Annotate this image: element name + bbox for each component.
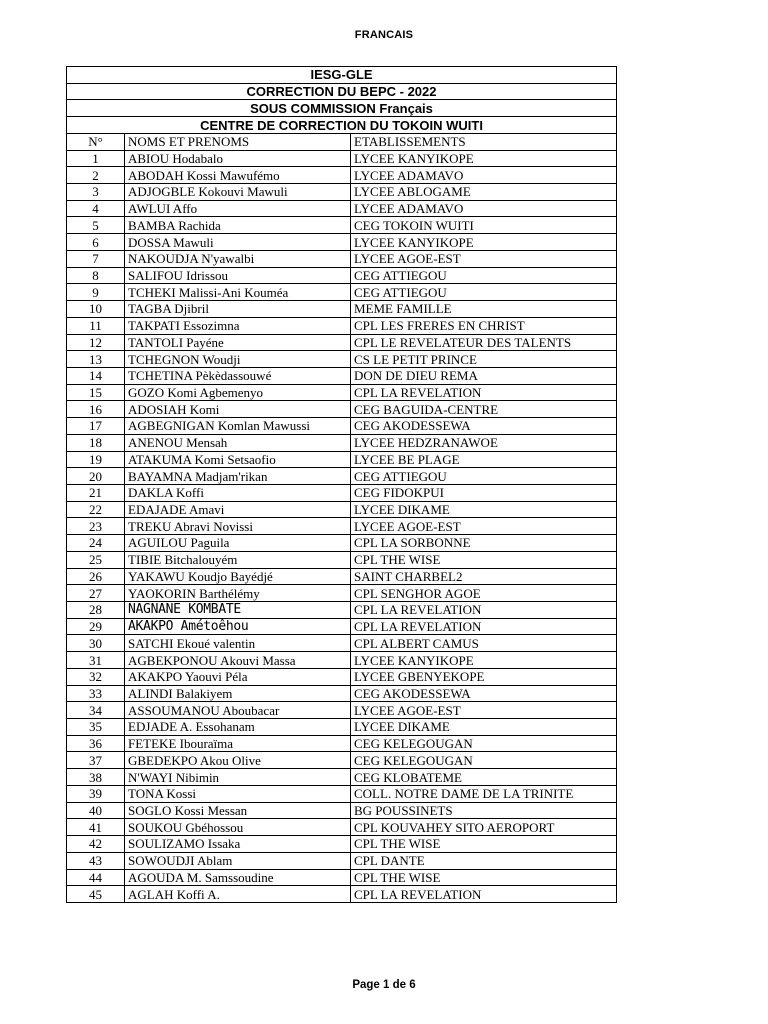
row-school: LYCEE BE PLAGE [351, 451, 617, 468]
row-name: ADOSIAH Komi [125, 401, 351, 418]
table-row [67, 836, 617, 853]
table-row [67, 635, 617, 652]
row-number: 11 [67, 317, 125, 334]
row-school: LYCEE ADAMAVO [351, 200, 617, 217]
row-number: 16 [67, 401, 125, 418]
row-name: TCHEGNON Woudji [125, 351, 351, 368]
table-row [67, 317, 617, 334]
row-number: 33 [67, 685, 125, 702]
table-row [67, 468, 617, 485]
row-name: AGBEKPONOU Akouvi Massa [125, 652, 351, 669]
row-school: CEG ATTIEGOU [351, 267, 617, 284]
row-school: CEG FIDOKPUI [351, 484, 617, 501]
row-name: FETEKE Ibouraïma [125, 735, 351, 752]
row-school: CPL LA REVELATION [351, 602, 617, 619]
row-school: LYCEE DIKAME [351, 719, 617, 736]
header-row-commission [67, 100, 617, 117]
row-name: NAGNANE KOMBATE [125, 602, 351, 619]
row-name: NAKOUDJA N'yawalbi [125, 250, 351, 267]
row-school: LYCEE KANYIKOPE [351, 234, 617, 251]
table-row [67, 535, 617, 552]
row-number: 20 [67, 468, 125, 485]
row-name: TAKPATI Essozimna [125, 317, 351, 334]
row-name: EDAJADE Amavi [125, 501, 351, 518]
row-number: 39 [67, 785, 125, 802]
row-school: LYCEE KANYIKOPE [351, 652, 617, 669]
table-row [67, 819, 617, 836]
table-row [67, 200, 617, 217]
row-name: DOSSA Mawuli [125, 234, 351, 251]
table-row [67, 618, 617, 635]
row-school: BG POUSSINETS [351, 802, 617, 819]
row-school: CPL THE WISE [351, 869, 617, 886]
row-number: 17 [67, 418, 125, 435]
table-row [67, 384, 617, 401]
centre-title: CENTRE DE CORRECTION DU TOKOIN WUITI [67, 117, 617, 134]
row-number: 38 [67, 769, 125, 786]
row-number: 13 [67, 351, 125, 368]
row-number: 12 [67, 334, 125, 351]
table-row [67, 418, 617, 435]
row-number: 45 [67, 886, 125, 903]
table-body [67, 67, 617, 903]
row-school: CEG ATTIEGOU [351, 468, 617, 485]
row-school: LYCEE AGOE-EST [351, 518, 617, 535]
row-name: ADJOGBLE Kokouvi Mawuli [125, 184, 351, 201]
row-school: CPL DANTE [351, 852, 617, 869]
row-number: 21 [67, 484, 125, 501]
row-school: SAINT CHARBEL2 [351, 568, 617, 585]
row-number: 44 [67, 869, 125, 886]
row-number: 42 [67, 836, 125, 853]
row-number: 41 [67, 819, 125, 836]
table-row [67, 568, 617, 585]
table-row [67, 802, 617, 819]
row-number: 25 [67, 551, 125, 568]
row-name: YAOKORIN Barthélémy [125, 585, 351, 602]
row-number: 27 [67, 585, 125, 602]
row-school: CEG KELEGOUGAN [351, 752, 617, 769]
table-row [67, 167, 617, 184]
row-number: 36 [67, 735, 125, 752]
row-name: TREKU Abravi Novissi [125, 518, 351, 535]
table-row [67, 451, 617, 468]
row-number: 15 [67, 384, 125, 401]
commission-title: SOUS COMMISSION Français [67, 100, 617, 117]
row-number: 23 [67, 518, 125, 535]
row-school: CPL THE WISE [351, 551, 617, 568]
row-number: 9 [67, 284, 125, 301]
row-school: CPL LES FRERES EN CHRIST [351, 317, 617, 334]
institution-title: IESG-GLE [67, 67, 617, 84]
row-number: 37 [67, 752, 125, 769]
row-number: 6 [67, 234, 125, 251]
row-school: CPL LA REVELATION [351, 618, 617, 635]
table-row [67, 150, 617, 167]
row-school: CEG AKODESSEWA [351, 685, 617, 702]
row-name: N'WAYI Nibimin [125, 769, 351, 786]
row-number: 1 [67, 150, 125, 167]
header-row-exam [67, 83, 617, 100]
table-row [67, 668, 617, 685]
row-school: LYCEE AGOE-EST [351, 250, 617, 267]
row-name: ALINDI Balakiyem [125, 685, 351, 702]
row-name: SOGLO Kossi Messan [125, 802, 351, 819]
row-number: 28 [67, 602, 125, 619]
table-row [67, 886, 617, 903]
row-school: CS LE PETIT PRINCE [351, 351, 617, 368]
column-header-name: NOMS ET PRENOMS [125, 133, 351, 150]
correction-table [66, 66, 617, 903]
sheet-label: FRANCAIS [354, 29, 414, 41]
row-number: 14 [67, 367, 125, 384]
table-row [67, 217, 617, 234]
header-row-institution [67, 67, 617, 84]
table-row [67, 585, 617, 602]
table-row [67, 184, 617, 201]
row-name: ASSOUMANOU Aboubacar [125, 702, 351, 719]
row-number: 3 [67, 184, 125, 201]
table-row [67, 852, 617, 869]
row-number: 5 [67, 217, 125, 234]
table-row [67, 551, 617, 568]
row-name: TANTOLI Payéne [125, 334, 351, 351]
row-name: TCHEKI Malissi-Ani Kouméa [125, 284, 351, 301]
row-name: EDJADE A. Essohanam [125, 719, 351, 736]
row-name: BAMBA Rachida [125, 217, 351, 234]
table-row [67, 719, 617, 736]
row-school: CEG AKODESSEWA [351, 418, 617, 435]
table-row [67, 284, 617, 301]
row-school: COLL. NOTRE DAME DE LA TRINITE [351, 785, 617, 802]
row-number: 31 [67, 652, 125, 669]
row-name: GBEDEKPO Akou Olive [125, 752, 351, 769]
table-row [67, 250, 617, 267]
row-name: TONA Kossi [125, 785, 351, 802]
table-row [67, 769, 617, 786]
row-school: CEG ATTIEGOU [351, 284, 617, 301]
row-number: 7 [67, 250, 125, 267]
row-school: LYCEE ABLOGAME [351, 184, 617, 201]
table-row [67, 518, 617, 535]
row-name: SOULIZAMO Issaka [125, 836, 351, 853]
row-name: ABIOU Hodabalo [125, 150, 351, 167]
row-name: ABODAH Kossi Mawufémo [125, 167, 351, 184]
column-header-school: ETABLISSEMENTS [351, 133, 617, 150]
row-name: YAKAWU Koudjo Bayédjé [125, 568, 351, 585]
row-number: 22 [67, 501, 125, 518]
column-header-row [67, 133, 617, 150]
row-school: CPL LA REVELATION [351, 384, 617, 401]
row-school: CPL SENGHOR AGOE [351, 585, 617, 602]
row-name: SALIFOU Idrissou [125, 267, 351, 284]
row-name: TCHETINA Pèkèdassouwé [125, 367, 351, 384]
table-row [67, 367, 617, 384]
row-number: 26 [67, 568, 125, 585]
row-name: AGBEGNIGAN Komlan Mawussi [125, 418, 351, 435]
row-school: LYCEE AGOE-EST [351, 702, 617, 719]
row-school: LYCEE DIKAME [351, 501, 617, 518]
table-row [67, 334, 617, 351]
table-row [67, 869, 617, 886]
row-name: ATAKUMA Komi Setsaofio [125, 451, 351, 468]
table-row [67, 234, 617, 251]
row-name: SOUKOU Gbéhossou [125, 819, 351, 836]
row-school: MEME FAMILLE [351, 301, 617, 318]
row-number: 2 [67, 167, 125, 184]
table-row [67, 602, 617, 619]
row-school: CPL LA REVELATION [351, 886, 617, 903]
row-number: 18 [67, 434, 125, 451]
row-school: LYCEE ADAMAVO [351, 167, 617, 184]
row-school: LYCEE HEDZRANAWOE [351, 434, 617, 451]
table-row [67, 484, 617, 501]
row-name: SOWOUDJI Ablam [125, 852, 351, 869]
row-name: BAYAMNA Madjam'rikan [125, 468, 351, 485]
row-school: DON DE DIEU REMA [351, 367, 617, 384]
row-number: 43 [67, 852, 125, 869]
row-name: AKAKPO Amétoêhou [125, 618, 351, 635]
table-row [67, 301, 617, 318]
table-row [67, 735, 617, 752]
row-number: 10 [67, 301, 125, 318]
row-name: AWLUI Affo [125, 200, 351, 217]
header-row-centre [67, 117, 617, 134]
table-row [67, 501, 617, 518]
page-number: Page 1 de 6 [352, 979, 416, 991]
row-school: CPL KOUVAHEY SITO AEROPORT [351, 819, 617, 836]
row-school: LYCEE KANYIKOPE [351, 150, 617, 167]
row-number: 30 [67, 635, 125, 652]
table-row [67, 267, 617, 284]
table-row [67, 785, 617, 802]
row-school: CPL LA SORBONNE [351, 535, 617, 552]
table-row [67, 702, 617, 719]
row-name: TAGBA Djibril [125, 301, 351, 318]
row-school: CEG KELEGOUGAN [351, 735, 617, 752]
row-school: LYCEE GBENYEKOPE [351, 668, 617, 685]
row-number: 4 [67, 200, 125, 217]
row-name: AGOUDA M. Samssoudine [125, 869, 351, 886]
table-row [67, 351, 617, 368]
row-number: 8 [67, 267, 125, 284]
row-name: AKAKPO Yaouvi Péla [125, 668, 351, 685]
row-school: CEG BAGUIDA-CENTRE [351, 401, 617, 418]
row-name: GOZO Komi Agbemenyo [125, 384, 351, 401]
column-header-number: N° [67, 133, 125, 150]
row-name: SATCHI Ekoué valentin [125, 635, 351, 652]
row-number: 24 [67, 535, 125, 552]
table-row [67, 652, 617, 669]
table-row [67, 752, 617, 769]
row-school: CPL LE REVELATEUR DES TALENTS [351, 334, 617, 351]
row-number: 35 [67, 719, 125, 736]
row-number: 29 [67, 618, 125, 635]
row-number: 40 [67, 802, 125, 819]
row-name: AGUILOU Paguila [125, 535, 351, 552]
row-name: ANENOU Mensah [125, 434, 351, 451]
row-number: 34 [67, 702, 125, 719]
row-school: CPL ALBERT CAMUS [351, 635, 617, 652]
row-number: 19 [67, 451, 125, 468]
table-row [67, 434, 617, 451]
row-number: 32 [67, 668, 125, 685]
row-school: CPL THE WISE [351, 836, 617, 853]
exam-title: CORRECTION DU BEPC - 2022 [67, 83, 617, 100]
row-school: CEG KLOBATEME [351, 769, 617, 786]
table-row [67, 401, 617, 418]
row-name: AGLAH Koffi A. [125, 886, 351, 903]
row-school: CEG TOKOIN WUITI [351, 217, 617, 234]
table-row [67, 685, 617, 702]
row-name: TIBIE Bitchalouyém [125, 551, 351, 568]
row-name: DAKLA Koffi [125, 484, 351, 501]
